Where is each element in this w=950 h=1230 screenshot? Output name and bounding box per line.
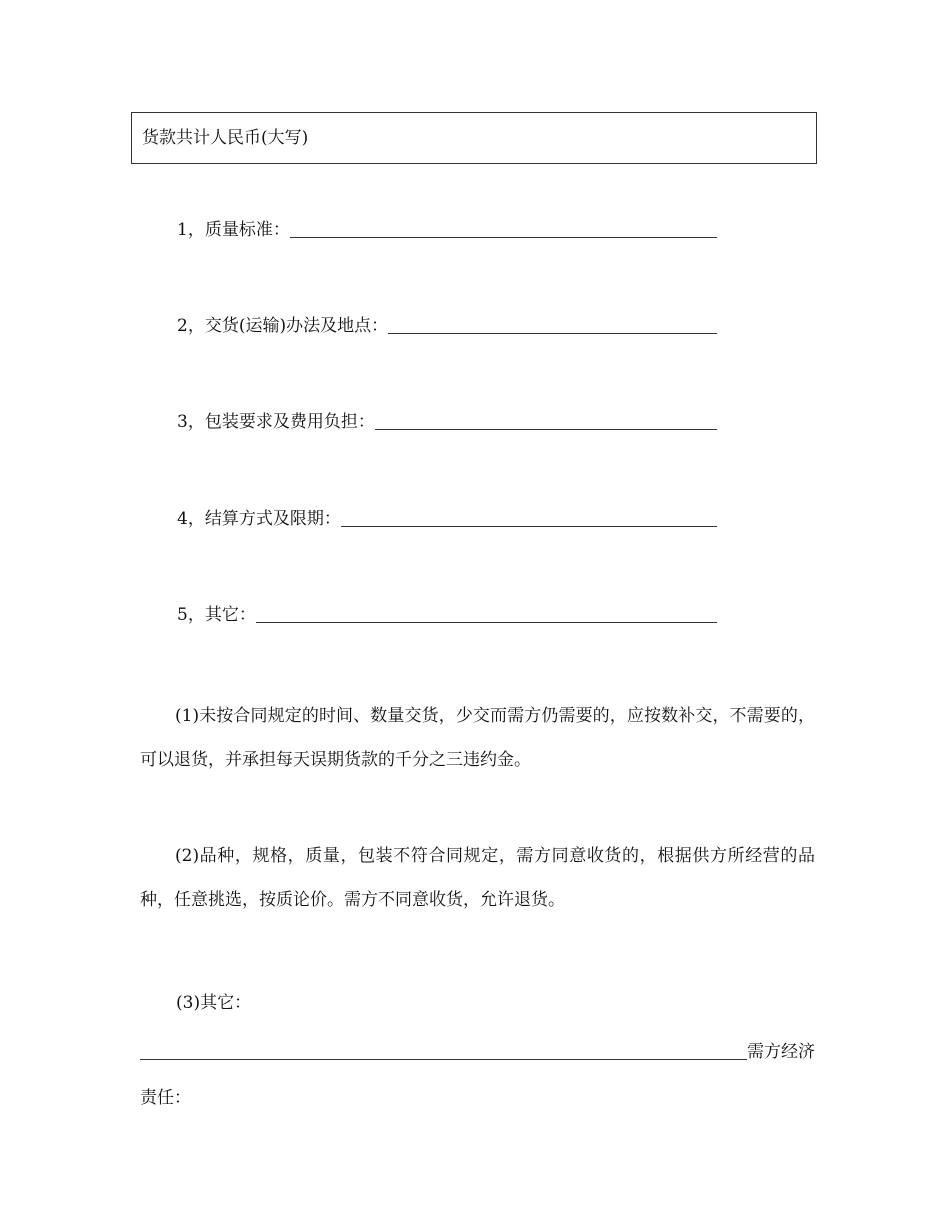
field-label: 4，结算方式及限期： — [177, 509, 341, 529]
clause-paragraph-2: (2)品种，规格，质量，包装不符合同规定，需方同意收货的，根据供方所经营的品种，任意挑选，按质论价。需方不同意收货，允许退货。 — [140, 846, 815, 910]
field-blank-line[interactable] — [256, 602, 717, 623]
field-blank-line[interactable] — [341, 506, 717, 527]
field-quality-standard — [177, 216, 717, 242]
clause-other-heading: (3)其它： — [176, 993, 252, 1013]
clause-other-tail: 需方经济 — [747, 1042, 815, 1062]
total-amount-label: 货款共计人民币(大写) — [142, 128, 309, 148]
clause-paragraph-1: (1)未按合同规定的时间、数量交货，少交而需方仍需要的，应按数补交，不需要的，可以退货，并承担每天误期货款的千分之三违约金。 — [140, 706, 815, 770]
field-other — [177, 601, 717, 627]
clause-other-line — [140, 1038, 815, 1064]
field-blank-line[interactable] — [388, 313, 717, 334]
field-label: 1，质量标准： — [177, 220, 290, 240]
field-label: 5，其它： — [177, 605, 256, 625]
total-amount-box — [131, 112, 817, 164]
field-settlement — [177, 505, 717, 531]
clause-other-blank-line[interactable] — [140, 1039, 747, 1060]
field-blank-line[interactable] — [290, 217, 717, 238]
field-packaging — [177, 408, 717, 434]
field-delivery-method — [177, 312, 717, 338]
field-label: 2，交货(运输)办法及地点： — [177, 316, 389, 336]
clause-other-continuation: 责任： — [140, 1088, 191, 1108]
field-label: 3，包装要求及费用负担： — [177, 412, 375, 432]
field-blank-line[interactable] — [375, 409, 717, 430]
